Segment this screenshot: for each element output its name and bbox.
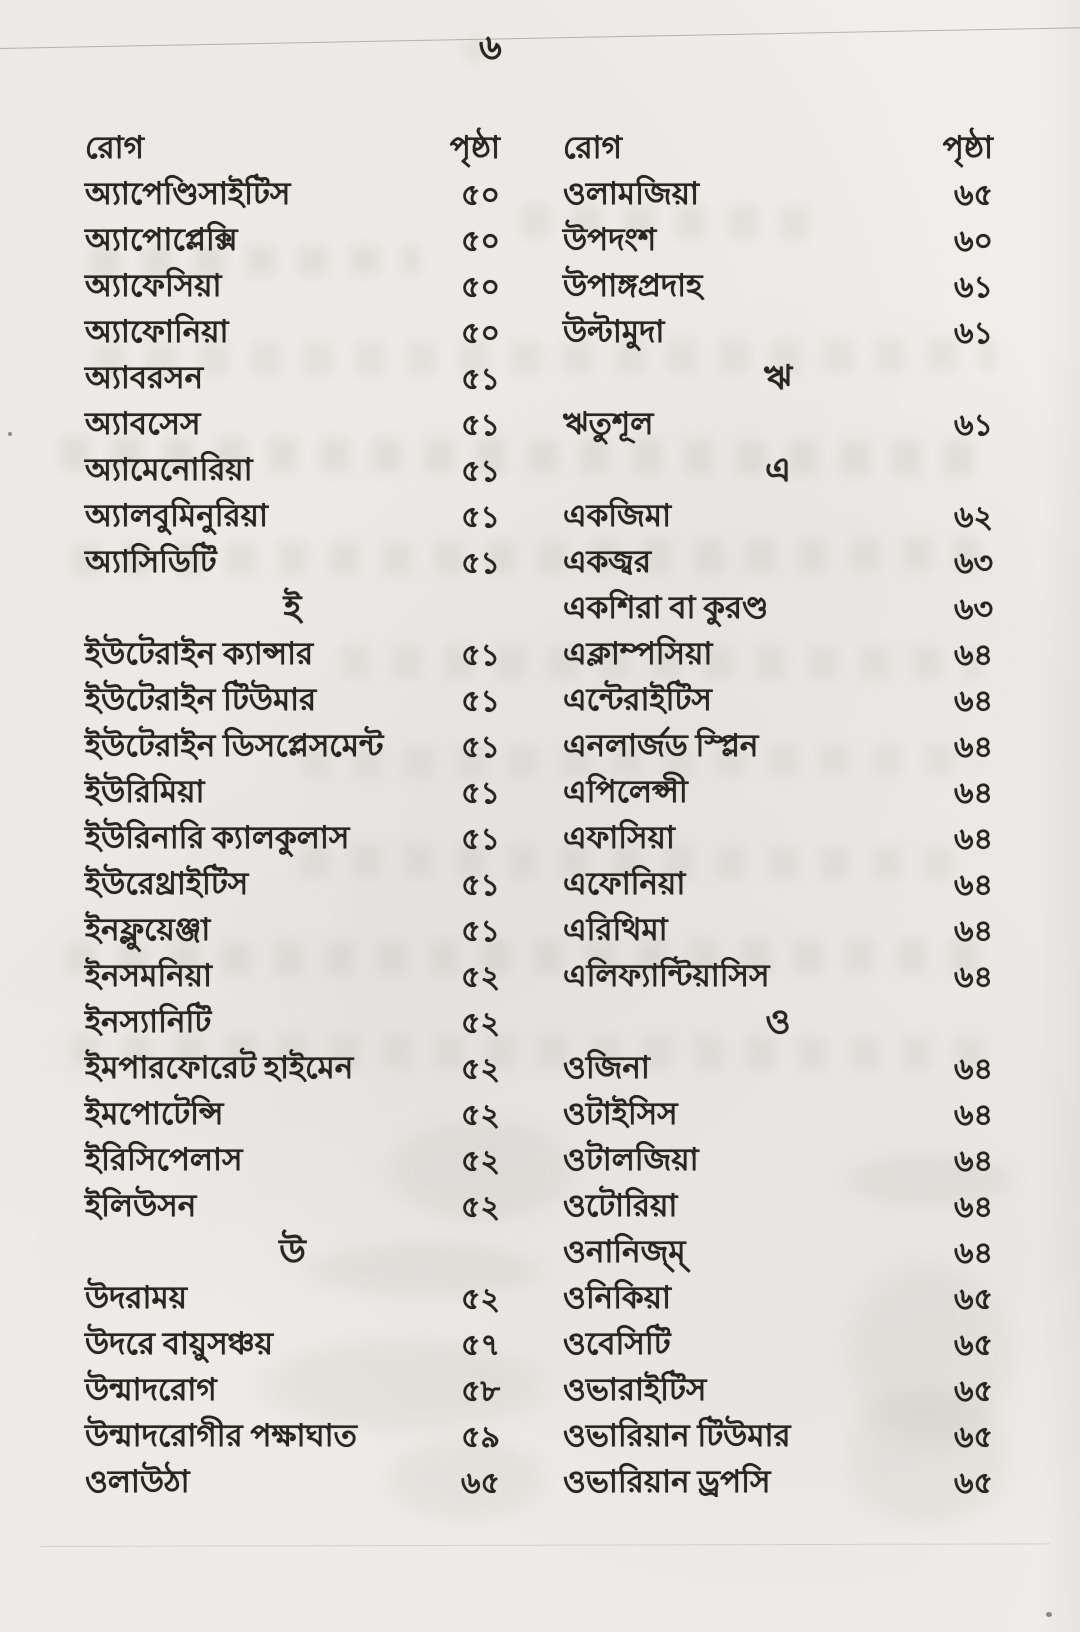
index-entry-row xyxy=(85,1139,500,1185)
disease-name: একজিমা xyxy=(563,498,672,533)
page-ref: ৫১ xyxy=(461,914,500,948)
disease-name: ওনানিজ্‌ম্ xyxy=(563,1234,686,1269)
page-ref: ৬৫ xyxy=(954,1328,993,1362)
page-ref: ৬৪ xyxy=(954,1098,993,1132)
disease-name: উদরে বায়ুসঞ্চয় xyxy=(85,1326,274,1361)
index-entry-row xyxy=(563,1231,993,1277)
page-ref: ৬৪ xyxy=(954,730,993,764)
index-entry-row xyxy=(563,541,993,587)
index-entry-row xyxy=(563,1093,993,1139)
disease-name: অ্যালবুমিনুরিয়া xyxy=(85,498,268,533)
page-ref: ৬৪ xyxy=(954,960,993,994)
page-ref: ৫০ xyxy=(461,270,500,304)
index-entry-row xyxy=(563,587,993,633)
disease-name: ওটাইসিস xyxy=(563,1096,678,1131)
disease-name: এফোনিয়া xyxy=(563,866,686,901)
index-column-right xyxy=(563,127,993,1507)
page-ref: ৫১ xyxy=(461,730,500,764)
page-ref: ৬১ xyxy=(954,270,993,304)
disease-name: ইলিউসন xyxy=(85,1188,197,1223)
page-ref: ৫২ xyxy=(461,960,500,994)
disease-name: একশিরা বা কুরণ্ড xyxy=(563,590,769,625)
index-entry-row xyxy=(85,1277,500,1323)
page-number: ৬ xyxy=(479,28,502,67)
page-ref: ৬৫ xyxy=(954,1282,993,1316)
index-entry-row xyxy=(563,1369,993,1415)
index-entry-row xyxy=(563,1047,993,1093)
page-ref: ৫০ xyxy=(461,178,500,212)
page-ref: ৫২ xyxy=(461,1006,500,1040)
index-entry-row xyxy=(85,817,500,863)
section-letter-row xyxy=(85,1231,500,1277)
index-entry-row xyxy=(85,909,500,955)
disease-name: অ্যাসিডিটি xyxy=(85,544,217,579)
page-ref: ৫৯ xyxy=(461,1420,500,1454)
index-entry-row xyxy=(563,1415,993,1461)
disease-name: ইউটেরাইন ডিসপ্লেসমেন্ট xyxy=(85,728,384,763)
index-entry-row xyxy=(563,1139,993,1185)
page-ref: ৬৩ xyxy=(953,592,993,626)
disease-name: এলিফ্যান্টিয়াসিস xyxy=(563,958,770,993)
disease-name: অ্যাবসেস xyxy=(85,406,201,441)
disease-name: উন্মাদরোগ xyxy=(85,1372,217,1407)
disease-name: এরিথিমা xyxy=(563,912,668,947)
disease-name: ওভারাইটিস xyxy=(563,1372,707,1407)
page-ref: ৬৫ xyxy=(954,178,993,212)
disease-name: ওটালজিয়া xyxy=(563,1142,699,1177)
disease-name: এন্টেরাইটিস xyxy=(563,682,712,717)
index-entry-row xyxy=(85,1323,500,1369)
disease-name: উপদংশ xyxy=(563,222,657,257)
section-letter-row xyxy=(563,449,993,495)
page-ref: ৫১ xyxy=(461,684,500,718)
index-entry-row xyxy=(85,219,500,265)
page-ref: ৫১ xyxy=(461,868,500,902)
index-entry-row xyxy=(85,1001,500,1047)
disease-name: ইনসমনিয়া xyxy=(85,958,212,993)
index-entry-row xyxy=(85,1415,500,1461)
header-disease-label: রোগ xyxy=(85,130,144,165)
header-page-label: পৃষ্ঠা xyxy=(449,130,500,165)
index-entry-row xyxy=(85,863,500,909)
disease-name: উন্মাদরোগীর পক্ষাঘাত xyxy=(85,1418,357,1453)
header-disease-label: রোগ xyxy=(563,130,622,165)
disease-name: অ্যাপোপ্লেক্সি xyxy=(85,222,238,257)
index-entry-row xyxy=(85,633,500,679)
index-entry-row xyxy=(85,173,500,219)
disease-name: ইমপোটেন্সি xyxy=(85,1096,224,1131)
disease-name: একজ্বর xyxy=(563,544,652,579)
index-entry-row xyxy=(85,403,500,449)
disease-name: ইউরিনারি ক্যালকুলাস xyxy=(85,820,350,855)
scan-speck xyxy=(8,432,12,436)
index-entry-row xyxy=(85,495,500,541)
scan-crease-line-bottom xyxy=(40,1543,1050,1547)
section-letter: ও xyxy=(765,1003,791,1041)
header-page-label: পৃষ্ঠা xyxy=(942,130,993,165)
disease-name: এফাসিয়া xyxy=(563,820,675,855)
disease-name: অ্যাবরসন xyxy=(85,360,204,395)
page-ref: ৬১ xyxy=(954,408,993,442)
page-ref: ৫১ xyxy=(461,454,500,488)
index-entry-row xyxy=(85,1093,500,1139)
page-ref: ৬৪ xyxy=(954,1190,993,1224)
page-ref: ৫৮ xyxy=(461,1374,500,1408)
page-ref: ৫১ xyxy=(461,776,500,810)
column-header-row xyxy=(85,127,500,173)
disease-name: ইউটেরাইন টিউমার xyxy=(85,682,317,717)
disease-name: ওজিনা xyxy=(563,1050,650,1085)
page-ref: ৫২ xyxy=(461,1282,500,1316)
disease-name: ওলামজিয়া xyxy=(563,176,699,211)
index-entry-row xyxy=(85,1185,500,1231)
disease-name: উল্টামুদা xyxy=(563,314,665,349)
index-entry-row xyxy=(563,173,993,219)
index-entry-row xyxy=(563,771,993,817)
index-entry-row xyxy=(563,955,993,1001)
disease-name: ইউটেরাইন ক্যান্সার xyxy=(85,636,314,671)
disease-name: ইমপারফোরেট হাইমেন xyxy=(85,1050,354,1085)
index-entry-row xyxy=(563,633,993,679)
disease-name: উদরাময় xyxy=(85,1280,187,1315)
index-entry-row xyxy=(563,909,993,955)
page-ref: ৬১ xyxy=(954,316,993,350)
column-header-row xyxy=(563,127,993,173)
index-entry-row xyxy=(85,679,500,725)
disease-name: এক্লাম্পসিয়া xyxy=(563,636,713,671)
disease-name: ওবেসিটি xyxy=(563,1326,671,1361)
page-ref: ৫০ xyxy=(461,316,500,350)
index-entry-row xyxy=(563,311,993,357)
page-ref: ৬৪ xyxy=(954,1236,993,1270)
disease-name: অ্যাফোনিয়া xyxy=(85,314,229,349)
disease-name: ইউরিমিয়া xyxy=(85,774,205,809)
index-entry-row xyxy=(85,1369,500,1415)
disease-name: ওলাউঠা xyxy=(85,1464,190,1499)
disease-name: ওটোরিয়া xyxy=(563,1188,678,1223)
index-entry-row xyxy=(85,357,500,403)
section-letter-row xyxy=(563,357,993,403)
page-ref: ৫১ xyxy=(461,362,500,396)
index-entry-row xyxy=(563,495,993,541)
section-letter: ঋ xyxy=(763,359,793,397)
page-ref: ৬৪ xyxy=(954,776,993,810)
disease-name: ওভারিয়ান ড্রপসি xyxy=(563,1464,771,1499)
scan-crease-line-top xyxy=(0,27,1080,49)
index-entry-row xyxy=(85,725,500,771)
disease-name: ইনস্যানিটি xyxy=(85,1004,212,1039)
index-entry-row xyxy=(85,955,500,1001)
page-ref: ৫১ xyxy=(461,500,500,534)
index-entry-row xyxy=(563,219,993,265)
index-column-left xyxy=(85,127,500,1507)
index-entry-row xyxy=(563,1185,993,1231)
index-entry-row xyxy=(563,725,993,771)
section-letter-row xyxy=(563,1001,993,1047)
disease-name: এপিলেপ্সী xyxy=(563,774,688,809)
disease-name: উপাঙ্গপ্রদাহ xyxy=(563,268,703,303)
page-ref: ৬৪ xyxy=(954,822,993,856)
disease-name: ওভারিয়ান টিউমার xyxy=(563,1418,791,1453)
disease-name: অ্যাফেসিয়া xyxy=(85,268,222,303)
index-entry-row xyxy=(85,449,500,495)
index-entry-row xyxy=(85,265,500,311)
disease-name: ইনফ্লুয়েঞ্জা xyxy=(85,912,211,947)
page-ref: ৬৪ xyxy=(954,1144,993,1178)
page-ref: ৬৪ xyxy=(954,684,993,718)
page-ref: ৫৭ xyxy=(461,1328,500,1362)
disease-name: ইউরেথ্রাইটিস xyxy=(85,866,249,901)
index-entry-row xyxy=(85,541,500,587)
index-entry-row xyxy=(85,1047,500,1093)
index-entry-row xyxy=(563,403,993,449)
page-ref: ৬৪ xyxy=(954,868,993,902)
index-entry-row xyxy=(85,771,500,817)
disease-name: ইরিসিপেলাস xyxy=(85,1142,243,1177)
page-ref: ৫০ xyxy=(461,224,500,258)
page-ref: ৫২ xyxy=(461,1098,500,1132)
page-ref: ৬৫ xyxy=(954,1374,993,1408)
page-ref: ৫১ xyxy=(461,638,500,672)
disease-name: ঋতুশূল xyxy=(563,406,654,441)
page-ref: ৬৫ xyxy=(954,1420,993,1454)
page-ref: ৫২ xyxy=(461,1052,500,1086)
page-ref: ৬৪ xyxy=(954,638,993,672)
page-ref: ৫২ xyxy=(461,1190,500,1224)
page-ref: ৬৪ xyxy=(954,1052,993,1086)
page-ref: ৫২ xyxy=(461,1144,500,1178)
page-ref: ৬৪ xyxy=(954,914,993,948)
page-ref: ৬০ xyxy=(953,224,993,258)
index-entry-row xyxy=(563,1461,993,1507)
page-ref: ৬৫ xyxy=(461,1466,500,1500)
section-letter-row xyxy=(85,587,500,633)
index-entry-row xyxy=(563,265,993,311)
index-entry-row xyxy=(85,1461,500,1507)
disease-name: এনলার্জড স্প্লিন xyxy=(563,728,759,763)
page-ref: ৫১ xyxy=(461,822,500,856)
page-ref: ৬২ xyxy=(953,500,993,534)
index-entry-row xyxy=(563,817,993,863)
disease-name: অ্যামেনোরিয়া xyxy=(85,452,253,487)
index-entry-row xyxy=(563,863,993,909)
index-entry-row xyxy=(563,1277,993,1323)
index-entry-row xyxy=(563,679,993,725)
page-ref: ৫১ xyxy=(461,408,500,442)
disease-name: অ্যাপেণ্ডিসাইটিস xyxy=(85,176,291,211)
scan-speck xyxy=(1046,1612,1052,1617)
section-letter: এ xyxy=(765,451,791,489)
disease-name: ওনিকিয়া xyxy=(563,1280,671,1315)
index-entry-row xyxy=(85,311,500,357)
index-entry-row xyxy=(563,1323,993,1369)
page-ref: ৬৩ xyxy=(953,546,993,580)
page-ref: ৫১ xyxy=(461,546,500,580)
section-letter: ই xyxy=(283,589,302,627)
section-letter: উ xyxy=(279,1233,306,1271)
page-ref: ৬৫ xyxy=(954,1466,993,1500)
